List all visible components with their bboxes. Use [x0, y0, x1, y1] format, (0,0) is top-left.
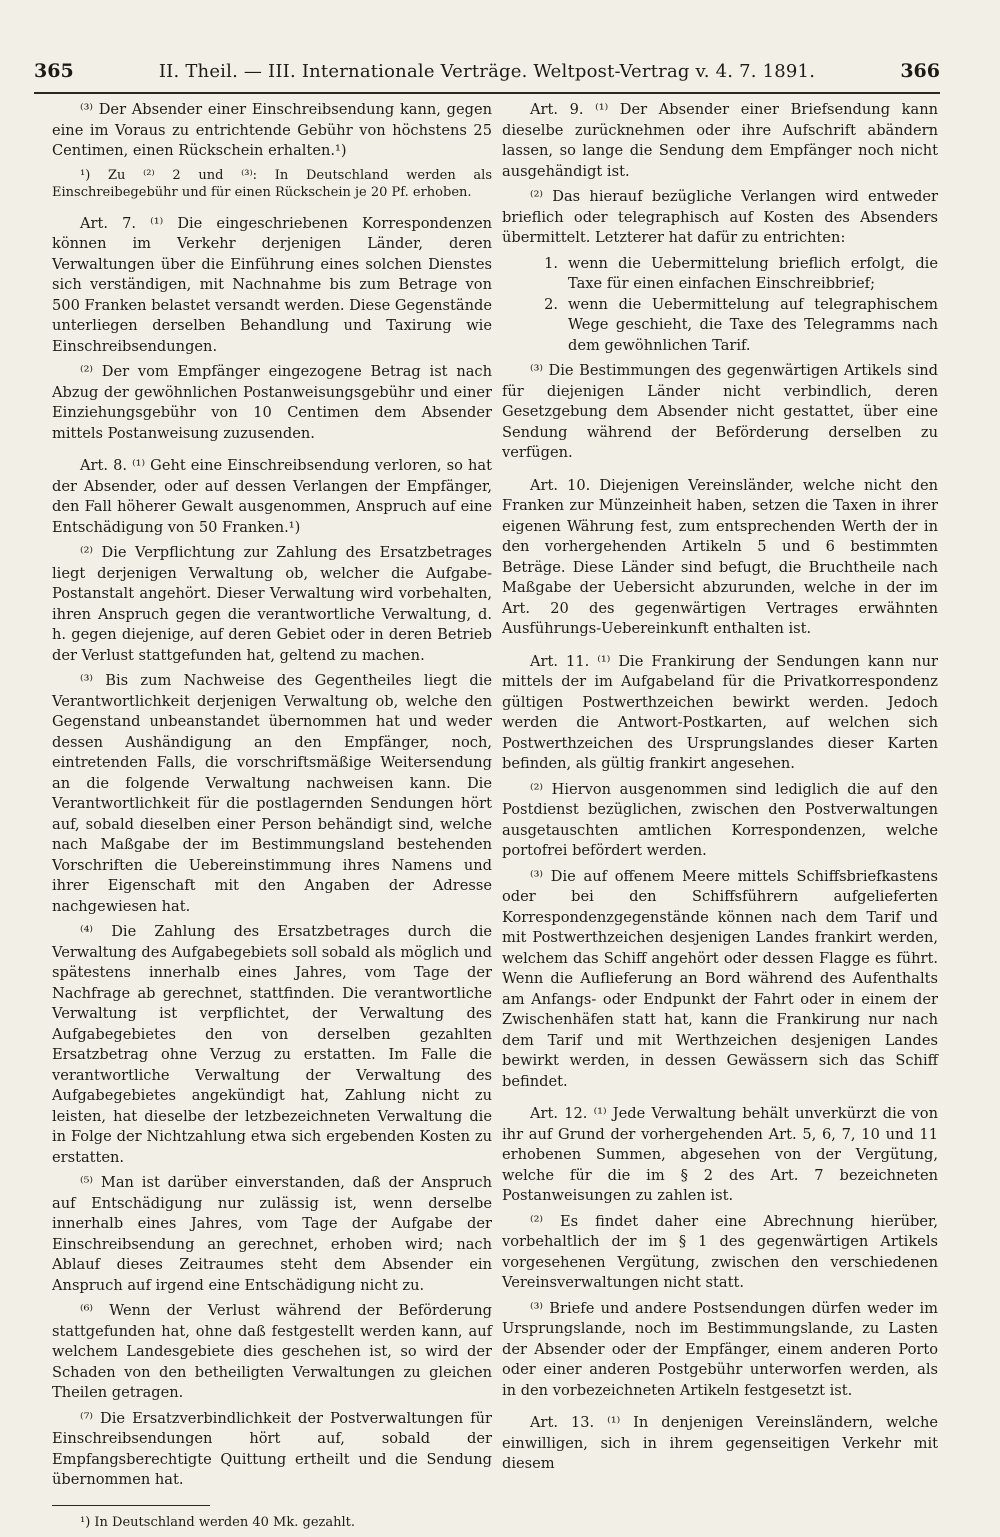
page-number-left: 365	[34, 60, 74, 82]
article-8-paragraph-3: ⁽³⁾ Bis zum Nachweise des Gegentheiles liegt die Verantwortlichkeit derjenigen Verwaltung ob, welche den Gegenstand unbeanstandet übernommen hat und weder dessen Aushändigung an den Empfänger, noch, eintretenden Falls, die vorschriftsmäßige Weitersendung an die folgende Verwaltung nachweisen kann. Die Verantwortlichkeit für die postlagernden Sendungen hört auf, sobald dieselben einer Person behändigt sind, welche nach Maßgabe der im Bestimmungsland bestehenden Vorschriften die Uebereinstimmung ihres Namens und ihrer Eigenschaft mit den Angaben der Adresse nachgewiesen hat.	[52, 672, 492, 915]
article-8-paragraph-7: ⁽⁷⁾ Die Ersatzverbindlichkeit der Postverwaltungen für Einschreibsendungen hört auf, sobald der Empfangsberechtigte Quittung ertheilt und die Sendung übernommen hat.	[52, 1409, 492, 1488]
article-12-paragraph-3: ⁽³⁾ Briefe und andere Postsendungen dürfen weder im Ursprungslande, noch im Bestimmungslande, zu Lasten der Absender oder der Empfänger, einem anderen Porto oder einer anderen Postgebühr unterworfen werden, als in den vorbezeichneten Artikeln festgesetzt ist.	[502, 1299, 938, 1399]
article-11-paragraph-1: Art. 11. ⁽¹⁾ Die Frankirung der Sendungen kann nur mittels der im Aufgabeland für die Privatkorrespondenz gültigen Postwerthzeichen bewirkt werden. Jedoch werden die Antwort-Postkarten, auf welchen sich Postwerthzeichen des Ursprungslandes dieser Karten befinden, als gültig frankirt angesehen.	[502, 652, 938, 772]
list-text: wenn die Uebermittelung brieflich erfolgt, die Taxe für einen einfachen Einschreibbrief;	[568, 254, 938, 292]
running-title: II. Theil. — III. Internationale Verträge. Weltpost-Vertrag v. 4. 7. 1891.	[158, 61, 816, 82]
article-8-paragraph-4: ⁽⁴⁾ Die Zahlung des Ersatzbetrages durch die Verwaltung des Aufgabegebiets soll sobald als möglich und spätestens innerhalb eines Jahres, vom Tage der Nachfrage ab gerechnet, stattfinden. Die verantwortliche Verwaltung ist verpflichtet, der Verwaltung des Aufgabegebietes den von derselben gezahlten Ersatzbetrag ohne Verzug zu erstatten. Im Falle die verantwortliche Verwaltung der Verwaltung des Aufgabegebietes angekündigt hat, Zahlung nicht zu leisten, hat dieselbe der letzbezeichneten Verwaltung die in Folge der Nichtzahlung etwa sich ergebenden Kosten zu erstatten.	[52, 923, 492, 1166]
article-8-paragraph-5: ⁽⁵⁾ Man ist darüber einverstanden, daß der Anspruch auf Entschädigung nur zulässig ist, wenn derselbe innerhalb eines Jahres, vom Tage der Aufgabe der Einschreibsendung an gerechnet, erhoben wird; nach Ablauf dieses Zeitraumes steht dem Absender ein Anspruch auf irgend eine Entschädigung nicht zu.	[52, 1174, 492, 1294]
article-8-paragraph-1: Art. 8. ⁽¹⁾ Geht eine Einschreibsendung verloren, so hat der Absender, oder auf dessen Verlangen der Empfänger, den Fall höherer Gewalt ausgenommen, Anspruch auf eine Entschädigung von 50 Franken.¹)	[52, 457, 492, 536]
article-8-paragraph-6: ⁽⁶⁾ Wenn der Verlust während der Beförderung stattgefunden hat, ohne daß festgestellt werden kann, auf welchem Landesgebiete dies geschehen ist, so wird der Schaden von den betheiligten Verwaltungen zu gleichen Theilen getragen.	[52, 1302, 492, 1401]
article-11-paragraph-2: ⁽²⁾ Hiervon ausgenommen sind lediglich die auf den Postdienst bezüglichen, zwischen den Postverwaltungen ausgetauschten amtlichen Korrespondenzen, welche portofrei befördert werden.	[502, 780, 938, 859]
page-number-right: 366	[900, 60, 940, 82]
article-9-paragraph-3: ⁽³⁾ Die Bestimmungen des gegenwärtigen Artikels sind für diejenigen Länder nicht verbindlich, deren Gesetzgebung dem Absender nicht gestattet, über eine Sendung während der Beförderung derselben zu verfügen.	[502, 362, 938, 461]
footnote-rule	[52, 1505, 210, 1506]
article-10: Art. 10. Diejenigen Vereinsländer, welche nicht den Franken zur Münzeinheit haben, setzen die Taxen in ihrer eigenen Währung fest, zum entsprechenden Werth der in den vorhergehenden Artikeln 5 und 6 bestimmten Beträge. Diese Länder sind befugt, die Bruchtheile nach Maßgabe der Uebersicht abzurunden, welche in der im Art. 20 des gegenwärtigen Vertrages erwähnten Ausführungs-Uebereinkunft enthalten ist.	[502, 476, 938, 637]
article-7-paragraph-2: ⁽²⁾ Der vom Empfänger eingezogene Betrag ist nach Abzug der gewöhnlichen Postanweisungsgebühr und einer Einziehungsgebühr von 10 Centimen dem Absender mittels Postanweisung zuzusenden.	[52, 363, 492, 442]
list-item	[502, 295, 938, 357]
article-12-paragraph-1: Art. 12. ⁽¹⁾ Jede Verwaltung behält unverkürzt die von ihr auf Grund der vorhergehenden Art. 5, 6, 7, 10 und 11 erhobenen Summen, abgesehen von der Vergütung, welche für die im § 2 des Art. 7 bezeichneten Postanweisungen zu zahlen ist.	[502, 1105, 938, 1204]
right-column	[502, 100, 938, 1480]
page-header	[34, 60, 940, 90]
article-7-paragraph-1: Art. 7. ⁽¹⁾ Die eingeschriebenen Korrespondenzen können im Verkehr derjenigen Länder, deren Verwaltungen über die Einführung eines solchen Dienstes sich verständigen, mit Nachnahme bis zum Betrage von 500 Franken belastet versandt werden. Diese Gegenstände unterliegen derselben Behandlung und Taxirung wie Einschreibsendungen.	[52, 214, 492, 355]
footnote: ¹) In Deutschland werden 40 Mk. gezahlt.	[80, 1514, 356, 1530]
paragraph: ⁽³⁾ Der Absender einer Einschreibsendung kann, gegen eine im Voraus zu entrichtende Gebühr von höchstens 25 Centimen, einen Rückschein erhalten.¹)	[52, 101, 492, 159]
article-11-paragraph-3: ⁽³⁾ Die auf offenem Meere mittels Schiffsbriefkastens oder bei den Schiffsführern aufgelieferten Korrespondenzgegenstände können nach dem Tarif und mit Postwerthzeichen desjenigen Landes frankirt werden, welchem das Schiff angehört oder dessen Flagge es führt. Wenn die Auflieferung an Bord während des Aufenthalts am Anfangs- oder Endpunkt der Fahrt oder in einem der Zwischenhäfen statt hat, kann die Frankirung nur nach dem Tarif und mit Werthzeichen desjenigen Landes bewirkt werden, in dessen Gewässern sich das Schiff befindet.	[502, 867, 938, 1090]
article-12-paragraph-2: ⁽²⁾ Es findet daher eine Abrechnung hierüber, vorbehaltlich der im § 1 des gegenwärtigen Artikels vorgesehenen Vergütung, zwischen den verschiedenen Vereinsverwaltungen nicht statt.	[502, 1212, 938, 1291]
list-text: wenn die Uebermittelung auf telegraphischem Wege geschieht, die Taxe des Telegramms nach dem gewöhnlichen Tarif.	[568, 295, 938, 354]
header-rule	[34, 92, 940, 94]
article-8-paragraph-2: ⁽²⁾ Die Verpflichtung zur Zahlung des Ersatzbetrages liegt derjenigen Verwaltung ob, welcher die Aufgabe-Postanstalt angehört. Dieser Verwaltung wird vorbehalten, ihren Anspruch gegen die verantwortliche Verwaltung, d. h. gegen diejenige, auf deren Gebiet oder in deren Betrieb der Verlust stattgefunden hat, geltend zu machen.	[52, 544, 492, 664]
footnote: ¹) Zu ⁽²⁾ 2 und ⁽³⁾: In Deutschland werden als Einschreibegebühr und für einen Rückschein je 20 Pf. erhoben.	[52, 167, 492, 200]
list-number: 2.	[544, 295, 558, 313]
article-9-paragraph-1: Art. 9. ⁽¹⁾ Der Absender einer Briefsendung kann dieselbe zurücknehmen oder ihre Aufschrift abändern lassen, so lange die Sendung dem Empfänger noch nicht ausgehändigt ist.	[502, 101, 938, 180]
list-number: 1.	[544, 254, 558, 272]
article-13-paragraph-1: Art. 13. ⁽¹⁾ In denjenigen Vereinsländern, welche einwilligen, sich in ihrem gegenseitigen Verkehr mit diesem	[502, 1414, 938, 1472]
list-item	[502, 254, 938, 295]
left-column	[52, 100, 492, 1537]
article-9-paragraph-2: ⁽²⁾ Das hierauf bezügliche Verlangen wird entweder brieflich oder telegraphisch auf Kosten des Absenders übermittelt. Letzterer hat dafür zu entrichten:	[502, 188, 938, 246]
